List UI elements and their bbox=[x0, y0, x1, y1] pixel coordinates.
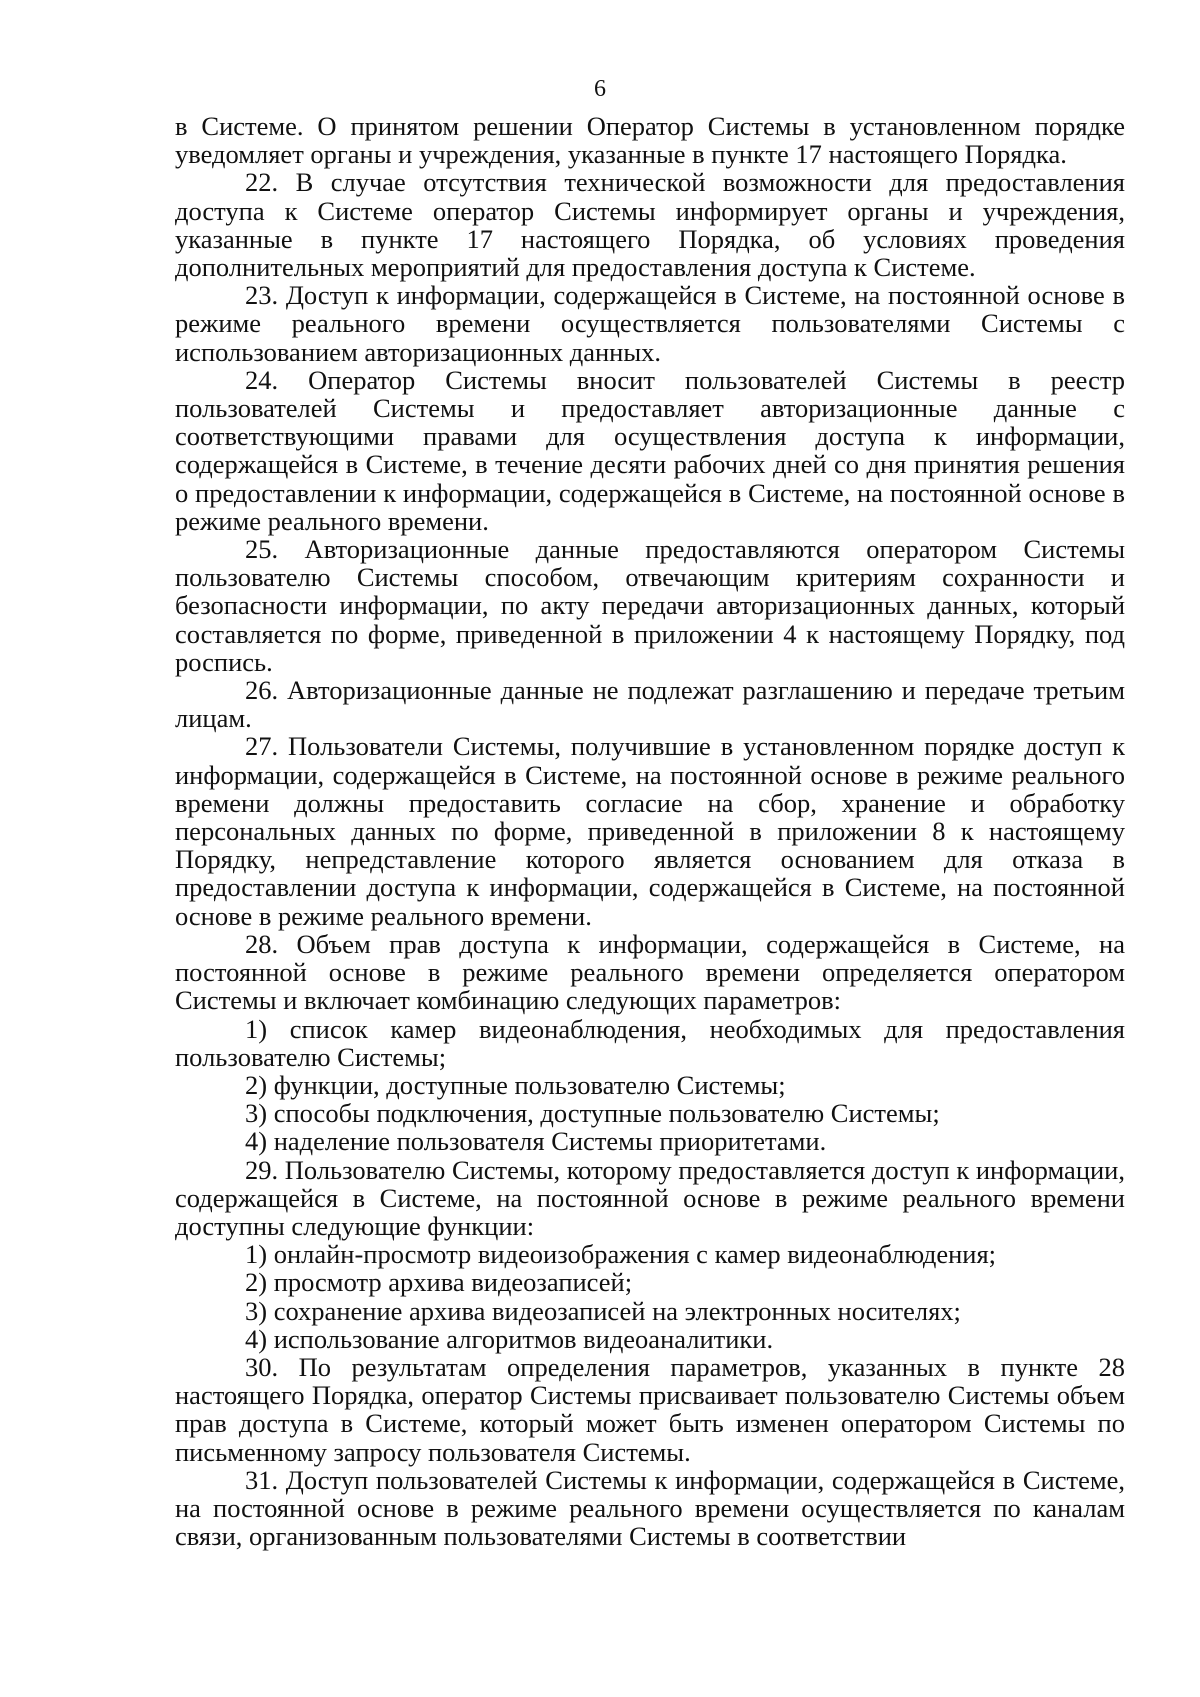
list-item-28-2: 2) функции, доступные пользователю Системы; bbox=[245, 1069, 786, 1100]
paragraph-29: 29. Пользователю Системы, которому предоставляется доступ к информации, содержащейся в Системе, на постоянной основе в режиме реального времени доступны следующие функции: bbox=[175, 1154, 1125, 1241]
paragraph-22: 22. В случае отсутствия технической возможности для предоставления доступа к Системе оператор Системы информирует органы и учреждения, указанные в пункте 17 настоящего Порядка, об условиях проведения дополнительных мероприятий для предоставления доступа к Системе. bbox=[175, 167, 1125, 283]
paragraph-26: 26. Авторизационные данные не подлежат разглашению и передаче третьим лицам. bbox=[175, 675, 1125, 734]
list-item-29-4: 4) использование алгоритмов видеоаналитики. bbox=[245, 1323, 774, 1354]
paragraph-23: 23. Доступ к информации, содержащейся в Системе, на постоянной основе в режиме реального времени осуществляется пользователями Системы с использованием авторизационных данных. bbox=[175, 280, 1125, 367]
document-body bbox=[175, 112, 1125, 1550]
paragraph-24: 24. Оператор Системы вносит пользователей Системы в реестр пользователей Системы и предоставляет авторизационные данные с соответствующими правами для осуществления доступа к информации, содержащейся в Системе, в течение десяти рабочих дней со дня принятия решения о предоставлении к информации, содержащейся в Системе, на постоянной основе в режиме реального времени. bbox=[175, 364, 1125, 536]
list-item-28-4: 4) наделение пользователя Системы приоритетами. bbox=[245, 1126, 827, 1157]
paragraph-31: 31. Доступ пользователей Системы к информации, содержащейся в Системе, на постоянной основе в режиме реального времени осуществляется по каналам связи, организованным пользователями Системы в соответствии bbox=[175, 1464, 1125, 1552]
list-item-29-1: 1) онлайн-просмотр видеоизображения с камер видеонаблюдения; bbox=[245, 1239, 997, 1270]
list-item-28-1: 1) список камер видеонаблюдения, необходимых для предоставления пользователю Системы; bbox=[175, 1013, 1125, 1072]
paragraph-28: 28. Объем прав доступа к информации, содержащейся в Системе, на постоянной основе в режиме реального времени определяется оператором Системы и включает комбинацию следующих параметров: bbox=[175, 928, 1125, 1016]
paragraph-continuation: в Системе. О принятом решении Оператор Системы в установленном порядке уведомляет органы и учреждения, указанные в пункте 17 настоящего Порядка. bbox=[175, 111, 1125, 170]
list-item-29-3: 3) сохранение архива видеозаписей на электронных носителях; bbox=[245, 1295, 961, 1326]
list-item-29-2: 2) просмотр архива видеозаписей; bbox=[245, 1267, 633, 1298]
paragraph-30: 30. По результатам определения параметров, указанных в пункте 28 настоящего Порядка, оператор Системы присваивает пользователю Системы объем прав доступа в Системе, который может быть изменен оператором Системы по письменному запросу пользователя Системы. bbox=[175, 1351, 1125, 1467]
page-number: 6 bbox=[594, 76, 606, 102]
list-item-28-3: 3) способы подключения, доступные пользователю Системы; bbox=[245, 1098, 940, 1129]
paragraph-27: 27. Пользователи Системы, получившие в установленном порядке доступ к информации, содержащейся в Системе, на постоянной основе в режиме реального времени должны предоставить согласие на сбор, хранение и обработку персональных данных по форме, приведенной в приложении 8 к настоящему Порядку, непредставление которого является основанием для отказа в предоставлении доступа к информации, содержащейся в Системе, на постоянной основе в режиме реального времени. bbox=[175, 731, 1125, 931]
paragraph-25: 25. Авторизационные данные предоставляются оператором Системы пользователю Системы способом, отвечающим критериям сохранности и безопасности информации, по акту передачи авторизационных данных, который составляется по форме, приведенной в приложении 4 к настоящему Порядку, под роспись. bbox=[175, 534, 1125, 677]
